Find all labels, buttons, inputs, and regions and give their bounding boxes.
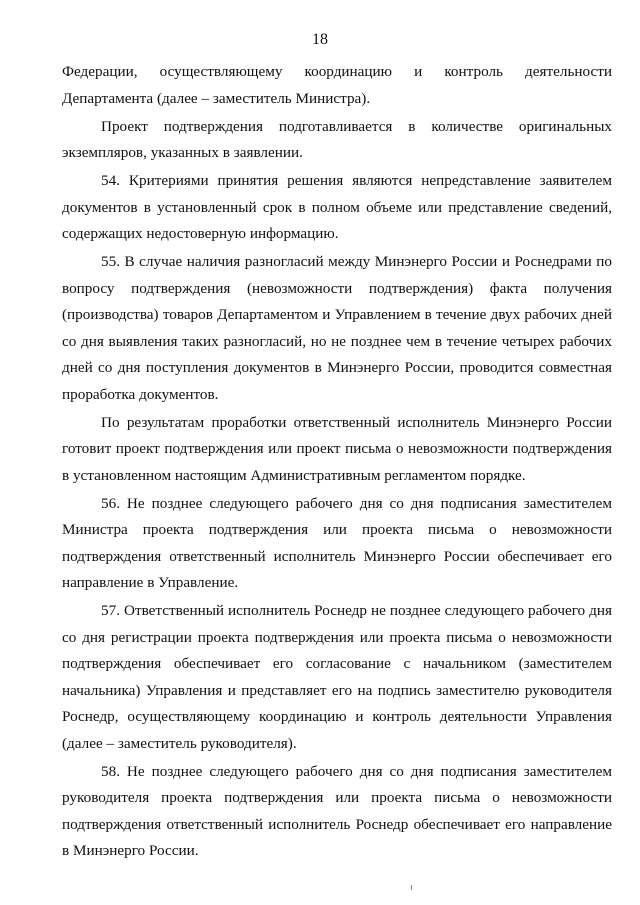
paragraph-55: 55. В случае наличия разногласий между Минэнерго России и Роснедрами по вопросу подтверждения (невозможности подтверждения) факта получения (производства) товаров Департаментом и Управлением в течение двух рабочих дней со дня выявления таких разногласий, но не позднее чем в течение четырех рабочих дней со дня поступления документов в Минэнерго России, проводится совместная проработка документов. (62, 253, 612, 403)
page-number: 18 (312, 31, 328, 48)
paragraph-continuation: Федерации, осуществляющему координацию и контроль деятельности Департамента (далее – заместитель Министра). (62, 63, 612, 107)
paragraph-58: 58. Не позднее следующего рабочего дня со дня подписания заместителем руководителя проекта подтверждения или проекта письма о невозможности подтверждения ответственный исполнитель Роснедр обеспечивает его направление в Минэнерго России. (62, 762, 612, 859)
document-body (62, 59, 612, 865)
paragraph-57: 57. Ответственный исполнитель Роснедр не позднее следующего рабочего дня со дня регистрации проекта подтверждения или проекта письма о невозможности подтверждения обеспечивает его согласование с начальником (заместителем начальника) Управления и представляет его на подпись заместителю руководителя Роснедр, осуществляющему координацию и контроль деятельности Управления (далее – заместитель руководителя). (62, 602, 612, 752)
paragraph-54: 54. Критериями принятия решения являются непредставление заявителем документов в установленный срок в полном объеме или представление сведений, содержащих недостоверную информацию. (62, 172, 612, 242)
scan-mark (411, 885, 412, 890)
paragraph-copies: Проект подтверждения подготавливается в количестве оригинальных экземпляров, указанных в заявлении. (62, 117, 612, 161)
paragraph-56: 56. Не позднее следующего рабочего дня со дня подписания заместителем Министра проекта подтверждения или проекта письма о невозможности подтверждения ответственный исполнитель Минэнерго России обеспечивает его направление в Управление. (62, 494, 612, 591)
paragraph-55-results: По результатам проработки ответственный исполнитель Минэнерго России готовит проект подтверждения или проект письма о невозможности подтверждения в установленном настоящим Административным регламентом порядке. (62, 413, 612, 484)
